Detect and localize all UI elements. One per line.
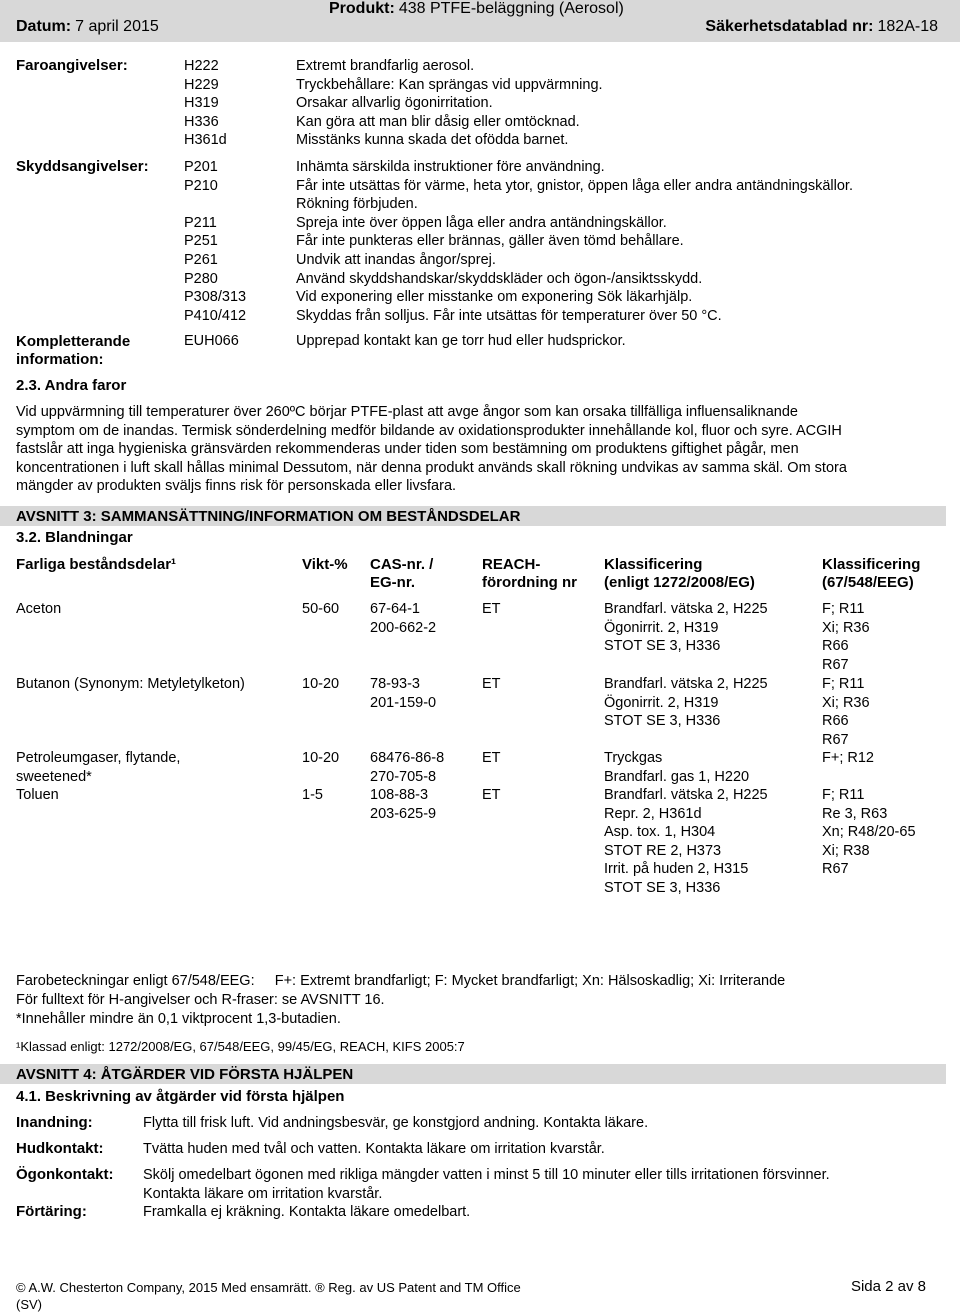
cell-reach: ET xyxy=(482,787,501,803)
hazard-code: H229 xyxy=(184,76,219,93)
cell-dsd xyxy=(822,749,874,768)
precaution-code: P261 xyxy=(184,251,218,268)
precaution-code: P210 xyxy=(184,177,218,194)
cell-line: 68476-86-8 xyxy=(370,750,445,766)
cell-dsd xyxy=(822,786,916,879)
precaution-text: Får inte utsättas för värme, heta ytor, gnistor, öppen låga eller andra antändningskällor. xyxy=(296,177,853,194)
cell-weight: 50-60 xyxy=(302,601,340,617)
hazard-statements-label: Faroangivelser: xyxy=(16,57,128,74)
paragraph-line: Vid uppvärmning till temperaturer över 260ºC börjar PTFE-plast att avge ångor som kan orsaka tillfälliga influensaliknande xyxy=(16,404,798,420)
col-header-dsd-line1: Klassificering xyxy=(822,556,921,573)
footer-left xyxy=(16,1279,521,1313)
cell-line: Brandfarl. vätska 2, H225 xyxy=(604,601,768,617)
col-header-cas-line1: CAS-nr. / xyxy=(370,556,434,573)
col-header-name: Farliga beståndsdelar¹ xyxy=(16,556,177,573)
document-header xyxy=(0,0,960,42)
cell-line: STOT SE 3, H336 xyxy=(604,713,721,730)
cell-name xyxy=(16,786,59,805)
cell-line: Petroleumgaser, flytande, xyxy=(16,750,181,766)
cell-cas xyxy=(370,786,436,823)
cell-line: Toluen xyxy=(16,787,59,803)
precaution-text: Skyddas från solljus. Får inte utsättas för temperaturer över 50 °C. xyxy=(296,307,722,324)
cell-line: R67 xyxy=(822,861,849,878)
supplementary-text: Upprepad kontakt kan ge torr hud eller hudsprickor. xyxy=(296,333,626,349)
cell-line: R67 xyxy=(822,731,849,748)
cell-line: 201-159-0 xyxy=(370,694,437,711)
cell-reach: ET xyxy=(482,601,501,617)
cell-line: R67 xyxy=(822,656,849,673)
cell-line: Xn; R48/20-65 xyxy=(822,824,916,841)
first-aid-label: Hudkontakt: xyxy=(16,1140,104,1157)
precaution-texts xyxy=(296,158,853,325)
cell-clp xyxy=(604,749,749,786)
col-header-cas xyxy=(370,556,433,592)
cell-line: Tryckgas xyxy=(604,750,663,766)
col-header-cas-line2: EG-nr. xyxy=(370,574,416,591)
cell-line: STOT SE 3, H336 xyxy=(604,638,721,655)
cell-name xyxy=(16,600,61,619)
cell-clp xyxy=(604,600,768,656)
cell-line: Re 3, R63 xyxy=(822,805,888,822)
date-label: Datum: xyxy=(16,18,72,35)
first-aid-text xyxy=(143,1140,605,1159)
cell-name xyxy=(16,675,245,694)
supplementary-label-line2: information: xyxy=(16,351,104,368)
cell-line: Repr. 2, H361d xyxy=(604,805,702,822)
precaution-text: Får inte punkteras eller brännas, gäller även tömd behållare. xyxy=(296,233,684,250)
cell-cas xyxy=(370,600,436,637)
cell-line: STOT SE 3, H336 xyxy=(604,879,721,896)
col-header-clp xyxy=(604,556,755,592)
sds-value: 182A-18 xyxy=(877,18,938,35)
col-header-reach-line1: REACH- xyxy=(482,556,541,573)
col-header-clp-line1: Klassificering xyxy=(604,556,703,573)
other-hazards-paragraph xyxy=(16,403,946,496)
header-sds-number xyxy=(705,18,938,36)
first-aid-label: Ögonkontakt: xyxy=(16,1166,114,1183)
hazard-code: H319 xyxy=(184,95,219,112)
cell-line: Irrit. på huden 2, H315 xyxy=(604,861,749,878)
note-line: *Innehåller mindre än 0,1 viktprocent 1,3-butadien. xyxy=(16,1011,341,1027)
product-label: Produkt: xyxy=(329,0,395,17)
precaution-code: P308/313 xyxy=(184,289,247,306)
cell-line: Brandfarl. vätska 2, H225 xyxy=(604,787,768,803)
cell-line: F+; R12 xyxy=(822,750,874,766)
first-aid-line: Framkalla ej kräkning. Kontakta läkare omedelbart. xyxy=(143,1204,471,1220)
cell-weight: 10-20 xyxy=(302,750,340,766)
precaution-code: P410/412 xyxy=(184,307,247,324)
cell-line: Xi; R36 xyxy=(822,694,870,711)
precaution-code: P211 xyxy=(184,214,217,231)
hazard-texts xyxy=(296,57,603,150)
section4-title: AVSNITT 4: ÅTGÄRDER VID FÖRSTA HJÄLPEN xyxy=(16,1066,354,1083)
section3-title: AVSNITT 3: SAMMANSÄTTNING/INFORMATION OM BESTÅNDSDELAR xyxy=(16,508,521,525)
cell-line: F; R11 xyxy=(822,676,865,692)
precautionary-statements-label: Skyddsangivelser: xyxy=(16,158,149,175)
precaution-text: Undvik att inandas ångor/sprej. xyxy=(296,251,496,268)
cell-line: 200-662-2 xyxy=(370,619,437,636)
footer-copyright: © A.W. Chesterton Company, 2015 Med ensamrätt. ® Reg. av US Patent and TM Office xyxy=(16,1280,521,1295)
col-header-dsd-line2: (67/548/EEG) xyxy=(822,574,914,591)
sds-label: Säkerhetsdatablad nr: xyxy=(705,18,874,35)
col-header-reach-line2: förordning nr xyxy=(482,574,577,591)
paragraph-line: symptom om de inandas. Termisk sönderdelning medför bildande av oxidationsprodukter innehållande kol, fluor och syre. ACGIH xyxy=(16,422,842,439)
first-aid-line: Skölj omedelbart ögonen med rikliga mängder vatten i minst 5 till 10 minuter eller tills irritationen försvinner. xyxy=(143,1167,830,1183)
cell-line: 108-88-3 xyxy=(370,787,429,803)
product-value: 438 PTFE-beläggning (Aerosol) xyxy=(398,0,624,17)
cell-line: Brandfarl. vätska 2, H225 xyxy=(604,676,768,692)
cell-line: Brandfarl. gas 1, H220 xyxy=(604,768,750,785)
cell-weight: 10-20 xyxy=(302,676,340,692)
footer-language: (SV) xyxy=(16,1297,42,1312)
hazard-text: Misstänks kunna skada det ofödda barnet. xyxy=(296,132,569,149)
precaution-code xyxy=(184,195,246,214)
cell-dsd xyxy=(822,600,870,674)
supplementary-label-line1: Kompletterande xyxy=(16,333,131,350)
first-aid-text xyxy=(143,1166,830,1203)
paragraph-line: mängder av produkten sväljs finns risk för personskada eller livsfara. xyxy=(16,478,457,494)
cell-line: Ögonirrit. 2, H319 xyxy=(604,694,719,711)
precaution-codes xyxy=(184,158,246,325)
page-number: Sida 2 av 8 xyxy=(850,1278,926,1295)
section3-notes xyxy=(16,972,785,1029)
cell-line: R66 xyxy=(822,713,849,730)
supplementary-code: EUH066 xyxy=(184,333,239,349)
other-hazards-heading: 2.3. Andra faror xyxy=(16,377,127,394)
precaution-code: P280 xyxy=(184,270,218,287)
precaution-code: P251 xyxy=(184,233,218,250)
hazard-text: Extremt brandfarlig aerosol. xyxy=(296,58,475,74)
cell-line: F; R11 xyxy=(822,787,865,803)
col-header-dsd xyxy=(822,556,920,592)
precaution-code: P201 xyxy=(184,159,218,175)
cell-line: 67-64-1 xyxy=(370,601,420,617)
cell-line: 270-705-8 xyxy=(370,768,437,785)
cell-line: R66 xyxy=(822,638,849,655)
hazard-text: Kan göra att man blir dåsig eller omtöcknad. xyxy=(296,113,580,130)
cell-dsd xyxy=(822,675,870,749)
paragraph-line: fastslår att inga hygieniska gränsvärden rekommenderas under tiden som bestämning om produktens giftighet pågår, men xyxy=(16,441,799,457)
header-date xyxy=(16,18,159,36)
first-aid-label: Inandning: xyxy=(16,1114,93,1131)
hazard-code: H222 xyxy=(184,58,219,74)
cell-line: Asp. tox. 1, H304 xyxy=(604,824,716,841)
col-header-clp-line2: (enligt 1272/2008/EG) xyxy=(604,574,755,591)
cell-name xyxy=(16,749,180,786)
first-aid-line: Kontakta läkare om irritation kvarstår. xyxy=(143,1185,383,1202)
cell-line: STOT RE 2, H373 xyxy=(604,842,722,859)
cell-clp xyxy=(604,675,768,731)
first-aid-line: Flytta till frisk luft. Vid andningsbesvär, ge konstgjord andning. Kontakta läkare. xyxy=(143,1115,649,1131)
hazard-codes xyxy=(184,57,227,150)
cell-reach: ET xyxy=(482,676,501,692)
cell-line: 78-93-3 xyxy=(370,676,420,692)
precaution-text: Rökning förbjuden. xyxy=(296,196,418,213)
first-aid-text xyxy=(143,1114,648,1133)
cell-line: sweetened* xyxy=(16,768,92,785)
paragraph-line: koncentrationen i luft skall hållas minimal Dessutom, när denna produkt används skall rökning undvikas av samma skäl. Om stora xyxy=(16,459,847,476)
hazard-code: H336 xyxy=(184,113,219,130)
section3-subtitle: 3.2. Blandningar xyxy=(16,529,133,546)
cell-clp xyxy=(604,786,768,898)
supplementary-label xyxy=(16,333,130,369)
cell-line: Xi; R38 xyxy=(822,842,870,859)
hazard-text: Orsakar allvarlig ögonirritation. xyxy=(296,95,493,112)
header-product xyxy=(329,0,624,18)
precaution-text: Inhämta särskilda instruktioner före användning. xyxy=(296,159,605,175)
cell-cas xyxy=(370,675,436,712)
first-aid-text xyxy=(143,1203,470,1222)
precaution-text: Spreja inte över öppen låga eller andra antändningskällor. xyxy=(296,214,667,231)
classification-footnote: ¹Klassad enligt: 1272/2008/EG, 67/548/EEG, 99/45/EG, REACH, KIFS 2005:7 xyxy=(16,1039,465,1054)
precaution-text: Använd skyddshandskar/skyddskläder och ögon-/ansiktsskydd. xyxy=(296,270,703,287)
cell-cas xyxy=(370,749,444,786)
cell-line: Ögonirrit. 2, H319 xyxy=(604,619,719,636)
hazard-text: Tryckbehållare: Kan sprängas vid uppvärmning. xyxy=(296,76,603,93)
note-line: Farobeteckningar enligt 67/548/EEG: F+: Extremt brandfarligt; F: Mycket brandfarligt; Xn: Hälsoskadlig; Xi: Irriterande xyxy=(16,973,786,989)
section4-subtitle: 4.1. Beskrivning av åtgärder vid första hjälpen xyxy=(16,1088,345,1105)
cell-line: 203-625-9 xyxy=(370,805,437,822)
cell-reach: ET xyxy=(482,750,501,766)
cell-line: F; R11 xyxy=(822,601,865,617)
col-header-reach xyxy=(482,556,577,592)
first-aid-line: Tvätta huden med tvål och vatten. Kontakta läkare om irritation kvarstår. xyxy=(143,1141,605,1157)
first-aid-label: Förtäring: xyxy=(16,1203,87,1220)
note-line: För fulltext för H-angivelser och R-fraser: se AVSNITT 16. xyxy=(16,992,385,1008)
cell-line: Aceton xyxy=(16,601,62,617)
cell-weight: 1-5 xyxy=(302,787,323,803)
hazard-code: H361d xyxy=(184,132,227,149)
cell-line: Xi; R36 xyxy=(822,619,870,636)
col-header-weight: Vikt-% xyxy=(302,556,348,573)
precaution-text: Vid exponering eller misstanke om exponering Sök läkarhjälp. xyxy=(296,289,693,306)
cell-line: Butanon (Synonym: Metyletylketon) xyxy=(16,676,245,692)
date-value: 7 april 2015 xyxy=(75,18,159,35)
